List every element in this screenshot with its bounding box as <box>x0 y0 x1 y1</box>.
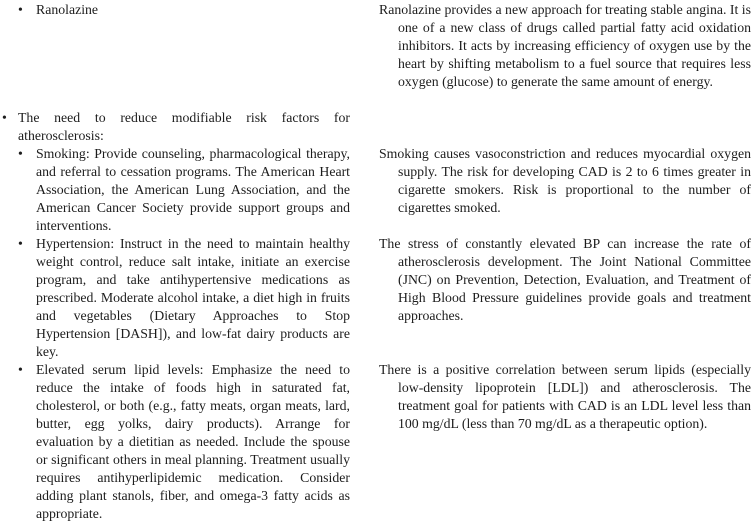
bullet-icon: • <box>18 236 23 251</box>
list-item-smoking <box>18 145 350 235</box>
rationale-smoking: Smoking causes vasoconstriction and reduces myocardial oxygen supply. The risk for developing CAD is 2 to 6 times greater in cigarette smokers. Risk is proportional to the number of cigarettes smoked. <box>379 146 751 215</box>
bullet-icon: • <box>18 362 23 377</box>
list-item-text: The need to reduce modifiable risk factors for atherosclerosis: <box>18 110 350 143</box>
list-item-text: Smoking: Provide counseling, pharmacological therapy, and referral to cessation programs. The American Heart Association, the American Lung Association, and the American Cancer Society provide support groups and interventions. <box>36 146 350 233</box>
bullet-icon: • <box>2 110 7 125</box>
bullet-icon: • <box>18 146 23 161</box>
list-item-hypertension <box>18 235 350 361</box>
list-item-lipids <box>18 361 350 523</box>
list-item-ranolazine <box>18 1 350 19</box>
rationale-lipids: There is a positive correlation between serum lipids (especially low-density lipoprotein [LDL]) and atherosclerosis. The treatment goal for patients with CAD is an LDL level less than 100 mg/dL (less than 70 mg/dL as a therapeutic option). <box>379 362 751 431</box>
rationale-hypertension: The stress of constantly elevated BP can increase the rate of atherosclerosis development. The Joint National Committee (JNC) on Prevention, Detection, Evaluation, and Treatment of High Blood Pressure guidelines provide goals and treatment approaches. <box>379 236 751 323</box>
list-item-risk-factors <box>2 109 350 145</box>
rationale-ranolazine: Ranolazine provides a new approach for treating stable angina. It is one of a new class of drugs called partial fatty acid oxidation inhibitors. It acts by increasing efficiency of oxygen use by the heart by shifting metabolism to a fuel source that requires less oxygen (glucose) to generate the same amount of energy. <box>379 2 751 89</box>
bullet-icon: • <box>18 2 23 17</box>
list-item-text: Hypertension: Instruct in the need to maintain healthy weight control, reduce salt intake, initiate an exercise program, and take antihypertensive medications as prescribed. Moderate alcohol intake, a diet high in fruits and vegetables (Dietary Approaches to Stop Hypertension [DASH]), and low-fat dairy products are key. <box>36 236 350 359</box>
list-item-text: Ranolazine <box>36 2 99 17</box>
list-item-text: Elevated serum lipid levels: Emphasize the need to reduce the intake of foods high in saturated fat, cholesterol, or both (e.g., fatty meats, organ meats, lard, butter, egg yolks, dairy products). Arrange for evaluation by a dietitian as needed. Include the spouse or significant others in meal planning. Treatment usually requires antihyperlipidemic medication. Consider adding plant stanols, fiber, and omega-3 fatty acids as appropriate. <box>36 362 350 521</box>
